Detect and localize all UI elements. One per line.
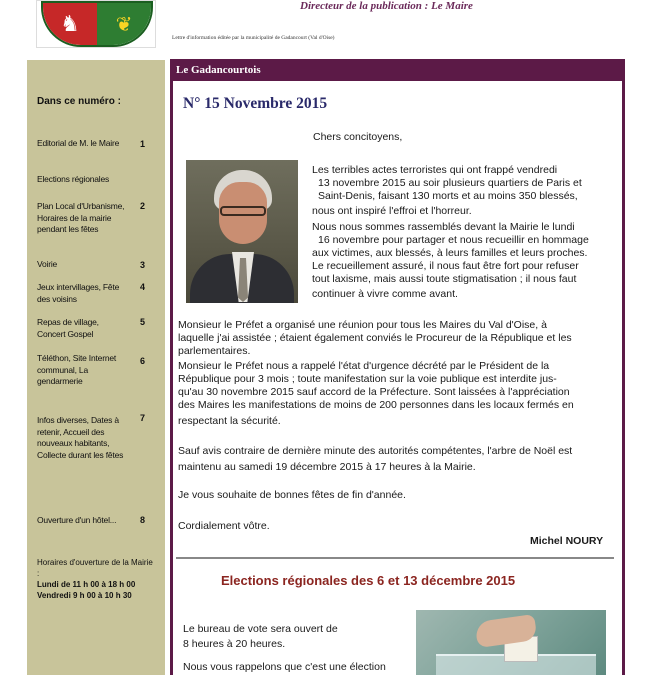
mairie-hours (37, 557, 155, 601)
editorial-closing: Cordialement vôtre. (178, 520, 270, 532)
elections-paragraph: Le bureau de vote sera ouvert de 8 heures à 20 heures. Nous vous rappelons que c'est une élection (183, 623, 386, 673)
coat-of-arms (41, 1, 153, 47)
sidebar (27, 60, 165, 675)
horse-icon: ♞ (43, 3, 97, 45)
hours-friday: Vendredi 9 h 00 à 10 h 30 (37, 591, 132, 600)
sidebar-item-repas[interactable]: Repas de village, Concert Gospel (37, 317, 99, 339)
editorial-paragraph-2: Nous nous sommes rassemblés devant la Mairie le lundi 16 novembre pour partager et nous recueillir en hommage aux victimes, aux blessés, à leurs familles et leurs proches. Le recueillement assuré, il nous faut être fort pour refuser tout laxisme, mais aussi toute stigmatisation ; il nous faut continuer à vivre comme avant. (312, 221, 589, 300)
sidebar-page-number: 4 (140, 282, 146, 292)
issue-title: N° 15 Novembre 2015 (183, 95, 328, 112)
sidebar-page-number: 1 (140, 139, 146, 149)
sidebar-item-editorial[interactable]: Editorial de M. le Maire (37, 138, 120, 148)
newsletter-banner (170, 59, 625, 81)
greeting: Chers concitoyens, (313, 131, 403, 143)
hours-title: Horaires d'ouverture de la Mairie : (37, 558, 153, 578)
sidebar-item-plu[interactable]: Plan Local d'Urbanisme, Horaires de la mairie pendant les fêtes (37, 201, 125, 234)
editorial-paragraph-1: Les terribles actes terroristes qui ont frappé vendredi 13 novembre 2015 au soir plusieurs quartiers de Paris et Saint-Denis, faisant 130 morts et au moins 350 blessés, nous ont inspiré l'effroi et l'horreur. (312, 164, 582, 217)
sidebar-item-elections[interactable]: Elections régionales (37, 174, 110, 184)
elections-section-title: Elections régionales des 6 et 13 décembre 2015 (221, 573, 516, 588)
newsletter-info: Lettre d'information éditée par la municipalité de Gadancourt (Val d'Oise) (172, 35, 335, 41)
sidebar-page-number: 3 (140, 260, 146, 270)
editorial-wishes: Je vous souhaite de bonnes fêtes de fin d'année. (178, 489, 406, 501)
wheat-sheaf-icon: ❦ (97, 3, 151, 45)
editorial-paragraph-4: Monsieur le Préfet nous a rappelé l'état d'urgence décrété par le Président de la République pour 3 mois ; toute manifestation sur la voie publique est interdite jus- qu'au 30 novembre 2015 sauf accord de la Préfecture. Sont laissées à l'appréciation des Maires les manifestations de moins de 200 personnes dans les locaux fermés en respectant la sécurité. (178, 360, 574, 427)
ballot-box-photo (416, 610, 606, 675)
sidebar-page-number: 2 (140, 201, 146, 211)
sidebar-page-number: 7 (140, 413, 146, 423)
mayor-photo (186, 160, 298, 303)
sidebar-item-telethon[interactable]: Téléthon, Site Internet communal, La gendarmerie (37, 353, 117, 386)
newsletter-name: Le Gadancourtois (176, 64, 261, 76)
section-divider (176, 557, 614, 559)
sidebar-item-hotel[interactable]: Ouverture d'un hôtel... (37, 515, 117, 525)
sidebar-page-number: 5 (140, 317, 146, 327)
village-crest (36, 0, 156, 48)
sidebar-item-infos[interactable]: Infos diverses, Dates à retenir, Accueil des nouveaux habitants, Collecte durant les fêtes (37, 415, 124, 460)
editorial-paragraph-3: Monsieur le Préfet a organisé une réunion pour tous les Maires du Val d'Oise, à laquelle j'ai assistée ; étaient également conviés le Procureur de la République et les parlementaires. (178, 319, 572, 357)
sidebar-item-voirie[interactable]: Voirie (37, 259, 58, 269)
editorial-paragraph-5: Sauf avis contraire de dernière minute des autorités compétentes, l'arbre de Noël est maintenu au samedi 19 décembre 2015 à 17 heures à la Mairie. (178, 445, 573, 473)
mayor-signature: Michel NOURY (530, 535, 604, 547)
sidebar-page-number: 6 (140, 356, 146, 366)
sidebar-item-jeux[interactable]: Jeux intervillages, Fête des voisins (37, 282, 120, 304)
sidebar-page-number: 8 (140, 515, 146, 525)
sidebar-title: Dans ce numéro : (37, 96, 121, 107)
director-line: Directeur de la publication : Le Maire (300, 0, 473, 12)
hours-monday: Lundi de 11 h 00 à 18 h 00 (37, 580, 136, 589)
